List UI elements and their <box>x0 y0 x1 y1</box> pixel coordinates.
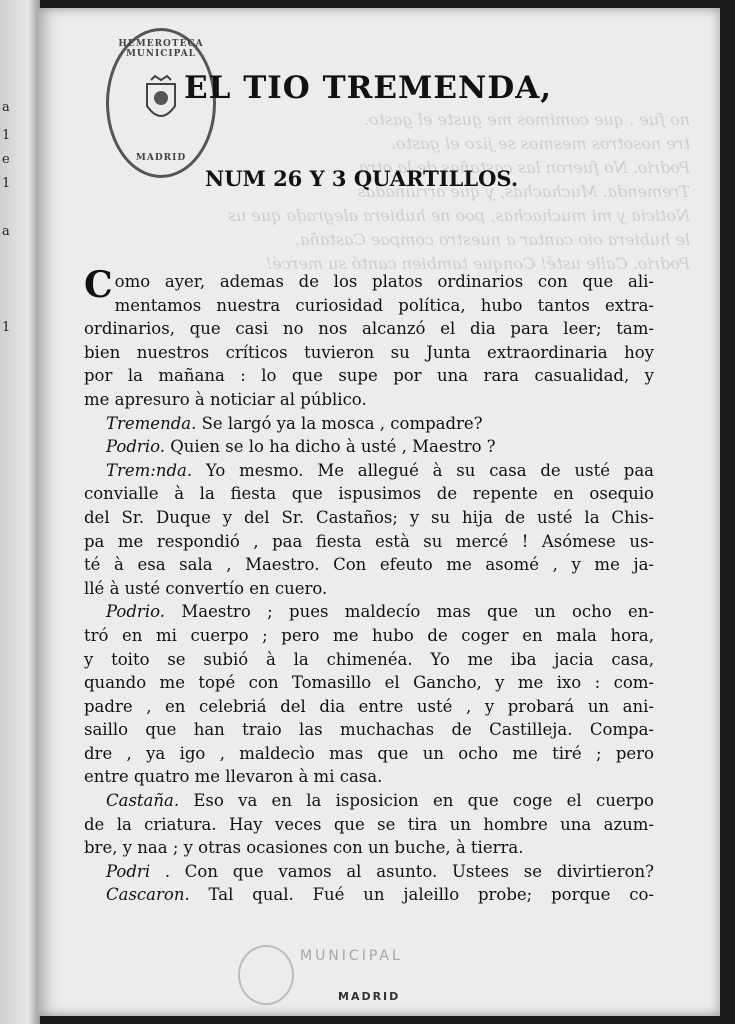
drop-cap: C <box>84 264 113 306</box>
text-line <box>84 718 654 742</box>
adjacent-page-letter: 1 <box>2 176 11 191</box>
text-line <box>84 624 654 648</box>
adjacent-page-edge <box>0 0 40 1024</box>
line-text: Eso va en la isposicion en que coge el cuerpo <box>179 791 654 811</box>
text-line <box>84 883 654 907</box>
line-text: Maestro ; pues maldecío mas que un ocho en- <box>164 602 654 622</box>
line-text: llé à usté convertío en cuero. <box>84 578 328 598</box>
text-line <box>84 388 654 412</box>
issue-number: NUM 26 Y 3 QUARTILLOS. <box>205 166 519 191</box>
line-text: té à esa sala , Maestro. Con efeuto me asomé , y me ja- <box>84 555 654 575</box>
text-line <box>84 836 654 860</box>
line-text: Con que vamos al asunto. Ustees se divirtieron? <box>170 861 654 881</box>
footer-seal-icon <box>238 945 294 1005</box>
text-line <box>84 412 654 436</box>
speaker-name: Trem:nda. <box>106 460 193 480</box>
line-text: de la criatura. Hay veces que se tira un hombre una azum- <box>84 814 654 834</box>
line-text: ordinarios, que casi no nos alcanzó el dia para leer; tam- <box>84 319 654 339</box>
text-line <box>84 364 654 388</box>
text-line <box>84 530 654 554</box>
line-text: entre quatro me llevaron à mi casa. <box>84 767 383 787</box>
line-text: saillo que han traio las muchachas de Castilleja. Compa- <box>84 720 654 740</box>
text-line <box>84 506 654 530</box>
line-text: tró en mi cuerpo ; pero me hubo de coger en mala hora, <box>84 625 654 645</box>
text-line <box>84 789 654 813</box>
text-line <box>84 648 654 672</box>
speaker-name: Podri . <box>106 861 171 881</box>
line-text: del Sr. Duque y del Sr. Castaños; y su hija de usté la Chis- <box>84 507 654 527</box>
speaker-name: Cascaron. <box>106 885 190 905</box>
speaker-name: Podrio. <box>106 602 165 622</box>
line-text: padre , en celebriá del dia entre usté , y probará un ani- <box>84 696 654 716</box>
crest-icon <box>137 76 185 130</box>
text-line <box>84 553 654 577</box>
line-text: bre, y naa ; y otras ocasiones con un buche, à tierra. <box>84 838 524 858</box>
page-title: EL TIO TREMENDA, <box>184 70 553 106</box>
line-text: convialle à la fiesta que ispusimos de repente en osequio <box>84 484 654 504</box>
line-text: pa me respondió , paa fiesta està su mercé ! Asómese us- <box>84 531 654 551</box>
line-text: me apresuro à noticiar al público. <box>84 389 367 409</box>
adjacent-page-letter: a <box>2 224 10 239</box>
line-text: omo ayer, ademas de los platos ordinarios con que ali- <box>114 272 654 291</box>
text-line <box>84 294 654 318</box>
line-text: bien nuestros críticos tuvieron su Junta extraordinaria hoy <box>84 342 654 362</box>
line-text: mentamos nuestra curiosidad política, hubo tantos extra- <box>114 295 654 315</box>
speaker-name: Castaña. <box>106 791 180 811</box>
line-text: Quien se lo ha dicho à usté , Maestro ? <box>164 437 496 457</box>
adjacent-page-letter: e <box>2 152 10 167</box>
text-line <box>84 577 654 601</box>
adjacent-page-letter: 1 <box>2 128 11 143</box>
stamp-bottom-text: MADRID <box>135 153 187 163</box>
text-line <box>84 813 654 837</box>
speaker-name: Podrio. <box>106 437 165 457</box>
text-line <box>84 765 654 789</box>
line-text: Tal qual. Fué un jaleillo probe; porque co- <box>189 885 654 905</box>
text-line <box>84 482 654 506</box>
text-line <box>84 459 654 483</box>
adjacent-page-letter: 1 <box>2 320 11 335</box>
body-text <box>84 264 654 907</box>
line-text: por la mañana : lo que supe por una rara casualidad, y <box>84 366 654 386</box>
line-text: y toito se subió à la chimenéa. Yo me iba jacia casa, <box>84 649 654 669</box>
footer-madrid: MADRID <box>338 990 401 1003</box>
line-text: Se largó ya la mosca , compadre? <box>196 413 483 433</box>
text-line <box>84 270 654 294</box>
text-line <box>84 671 654 695</box>
text-line <box>84 435 654 459</box>
text-line <box>84 695 654 719</box>
bleed-through-text: no fue . que comimos me guste el gasto. tre nosotros mesmos se jizo el gasto. Podrio. No fueron las castañas de la otra Tremenda. Muchachas, y que arruinadas Noticia y mi muchachas, poo ne hubiera alegrado que us le hubiera oio cantar a nuestro compae Castaña. Podrio. Calle usté! Conque tambien cantó su mercé! <box>227 110 690 273</box>
line-text: quando me topé con Tomasillo el Gancho, y me ixo : com- <box>84 673 654 693</box>
adjacent-page-letter: a <box>2 100 10 115</box>
text-line <box>84 742 654 766</box>
text-line <box>84 317 654 341</box>
stamp-top-text: HEMEROTECA MUNICIPAL <box>118 39 204 59</box>
text-line <box>84 600 654 624</box>
line-text: Yo mesmo. Me allegué à su casa de usté paa <box>192 460 654 480</box>
footer-municipal: MUNICIPAL <box>300 948 403 964</box>
speaker-name: Tremenda. <box>106 413 197 433</box>
text-line <box>84 860 654 884</box>
line-text: dre , ya igo , maldecìo mas que un ocho me tiré ; pero <box>84 743 654 763</box>
text-line <box>84 341 654 365</box>
